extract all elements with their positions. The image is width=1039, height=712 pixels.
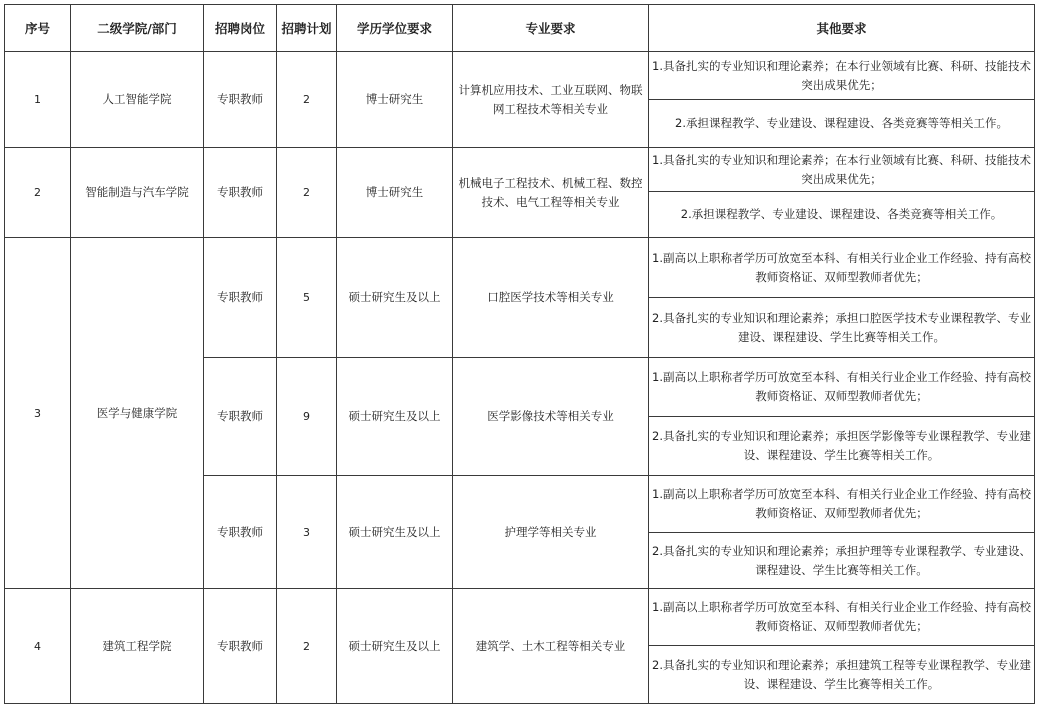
row-position: 专职教师 [204, 358, 277, 476]
row-plan: 2 [277, 589, 337, 704]
row-requirement-1: 1.副高以上职称者学历可放宽至本科、有相关行业企业工作经验、持有高校教师资格证、双师型教师者优先； [649, 238, 1035, 298]
row-plan: 5 [277, 238, 337, 358]
row-position: 专职教师 [204, 476, 277, 589]
row-college: 人工智能学院 [71, 52, 204, 148]
header-college: 二级学院/部门 [71, 5, 204, 52]
header-degree: 学历学位要求 [337, 5, 453, 52]
header-no: 序号 [5, 5, 71, 52]
table-row [5, 52, 1035, 100]
row-position: 专职教师 [204, 589, 277, 704]
row-college: 医学与健康学院 [71, 238, 204, 589]
table-row [5, 589, 1035, 646]
row-requirement-2: 2.承担课程教学、专业建设、课程建设、各类竞赛等相关工作。 [649, 192, 1035, 238]
row-requirement-2: 2.具备扎实的专业知识和理论素养；承担口腔医学技术专业课程教学、专业建设、课程建设、学生比赛等相关工作。 [649, 298, 1035, 358]
row-degree: 硕士研究生及以上 [337, 476, 453, 589]
header-other: 其他要求 [649, 5, 1035, 52]
row-requirement-1: 1.副高以上职称者学历可放宽至本科、有相关行业企业工作经验、持有高校教师资格证、双师型教师者优先； [649, 589, 1035, 646]
header-position: 招聘岗位 [204, 5, 277, 52]
row-college: 建筑工程学院 [71, 589, 204, 704]
row-major: 护理学等相关专业 [453, 476, 649, 589]
header-row [5, 5, 1035, 52]
row-requirement-2: 2.具备扎实的专业知识和理论素养；承担护理等专业课程教学、专业建设、课程建设、学生比赛等相关工作。 [649, 533, 1035, 589]
row-major: 医学影像技术等相关专业 [453, 358, 649, 476]
row-no: 1 [5, 52, 71, 148]
row-position: 专职教师 [204, 148, 277, 238]
row-major: 计算机应用技术、工业互联网、物联网工程技术等相关专业 [453, 52, 649, 148]
row-plan: 2 [277, 52, 337, 148]
row-degree: 博士研究生 [337, 148, 453, 238]
table-row [5, 148, 1035, 192]
row-requirement-1: 1.具备扎实的专业知识和理论素养；在本行业领域有比赛、科研、技能技术突出成果优先； [649, 52, 1035, 100]
row-major: 机械电子工程技术、机械工程、数控技术、电气工程等相关专业 [453, 148, 649, 238]
row-requirement-2: 2.具备扎实的专业知识和理论素养；承担建筑工程等专业课程教学、专业建设、课程建设、学生比赛等相关工作。 [649, 646, 1035, 704]
row-degree: 博士研究生 [337, 52, 453, 148]
row-degree: 硕士研究生及以上 [337, 238, 453, 358]
row-no: 3 [5, 238, 71, 589]
row-no: 2 [5, 148, 71, 238]
row-requirement-1: 1.副高以上职称者学历可放宽至本科、有相关行业企业工作经验、持有高校教师资格证、双师型教师者优先； [649, 358, 1035, 417]
row-major: 口腔医学技术等相关专业 [453, 238, 649, 358]
row-plan: 9 [277, 358, 337, 476]
row-requirement-2: 2.具备扎实的专业知识和理论素养；承担医学影像等专业课程教学、专业建设、课程建设、学生比赛等相关工作。 [649, 417, 1035, 476]
row-plan: 3 [277, 476, 337, 589]
row-degree: 硕士研究生及以上 [337, 358, 453, 476]
row-position: 专职教师 [204, 238, 277, 358]
recruitment-table [4, 4, 1035, 704]
row-requirement-2: 2.承担课程教学、专业建设、课程建设、各类竞赛等等相关工作。 [649, 100, 1035, 148]
row-degree: 硕士研究生及以上 [337, 589, 453, 704]
header-plan: 招聘计划 [277, 5, 337, 52]
row-major: 建筑学、土木工程等相关专业 [453, 589, 649, 704]
row-position: 专职教师 [204, 52, 277, 148]
row-no: 4 [5, 589, 71, 704]
row-plan: 2 [277, 148, 337, 238]
header-major: 专业要求 [453, 5, 649, 52]
row-college: 智能制造与汽车学院 [71, 148, 204, 238]
row-requirement-1: 1.具备扎实的专业知识和理论素养；在本行业领域有比赛、科研、技能技术突出成果优先； [649, 148, 1035, 192]
table-row [5, 238, 1035, 298]
row-requirement-1: 1.副高以上职称者学历可放宽至本科、有相关行业企业工作经验、持有高校教师资格证、双师型教师者优先； [649, 476, 1035, 533]
